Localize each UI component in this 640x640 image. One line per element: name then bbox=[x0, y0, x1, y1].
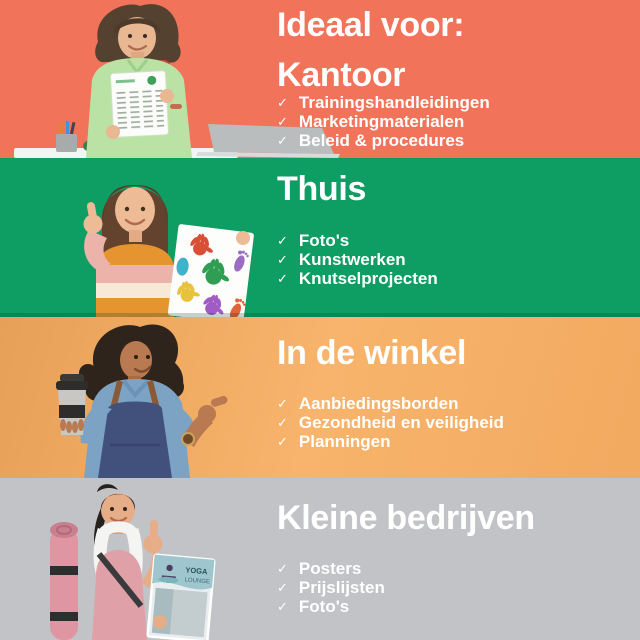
check-icon: ✓ bbox=[277, 271, 288, 286]
list-item-label: Kunstwerken bbox=[298, 250, 406, 269]
check-icon: ✓ bbox=[277, 95, 288, 110]
list-item-label: Foto's bbox=[298, 597, 350, 616]
list-item-label: Foto's bbox=[298, 231, 350, 250]
feature-list bbox=[277, 94, 490, 151]
list-item bbox=[277, 579, 535, 598]
list-item-label: Posters bbox=[298, 559, 362, 578]
check-icon: ✓ bbox=[277, 580, 288, 595]
poster-title-line2: LOUNGE bbox=[184, 577, 211, 586]
list-item bbox=[277, 560, 535, 579]
check-icon: ✓ bbox=[277, 233, 288, 248]
feature-list bbox=[277, 232, 438, 289]
check-icon: ✓ bbox=[277, 434, 288, 449]
list-item-label: Beleid & procedures bbox=[298, 131, 465, 150]
list-item bbox=[277, 251, 438, 270]
poster-title-line1: YOGA bbox=[185, 565, 208, 577]
list-item-label: Aanbiedingsborden bbox=[298, 394, 459, 413]
check-icon: ✓ bbox=[277, 599, 288, 614]
list-item-label: Knutselprojecten bbox=[298, 269, 438, 288]
list-item-label: Trainingshandleidingen bbox=[298, 93, 490, 112]
section-heading: Kleine bedrijven bbox=[277, 499, 535, 537]
check-icon: ✓ bbox=[277, 561, 288, 576]
list-item bbox=[277, 113, 490, 132]
list-item bbox=[277, 414, 504, 433]
list-item bbox=[277, 94, 490, 113]
list-item bbox=[277, 433, 504, 452]
section-bedrijven bbox=[0, 478, 640, 640]
list-item bbox=[277, 395, 504, 414]
section-winkel bbox=[0, 317, 640, 478]
list-item-label: Marketingmaterialen bbox=[298, 112, 465, 131]
check-icon: ✓ bbox=[277, 114, 288, 129]
section-heading: Kantoor bbox=[277, 56, 406, 94]
list-item bbox=[277, 270, 438, 289]
check-icon: ✓ bbox=[277, 396, 288, 411]
list-item bbox=[277, 132, 490, 151]
section-heading: Thuis bbox=[277, 170, 367, 208]
feature-list bbox=[277, 395, 504, 452]
list-item bbox=[277, 232, 438, 251]
section-kantoor bbox=[0, 0, 640, 158]
section-heading: In de winkel bbox=[277, 334, 467, 372]
check-icon: ✓ bbox=[277, 252, 288, 267]
page-title: Ideaal voor: bbox=[277, 6, 465, 44]
list-item-label: Planningen bbox=[298, 432, 391, 451]
check-icon: ✓ bbox=[277, 133, 288, 148]
section-thuis bbox=[0, 158, 640, 317]
list-item-label: Prijslijsten bbox=[298, 578, 385, 597]
list-item bbox=[277, 598, 535, 617]
list-item-label: Gezondheid en veiligheid bbox=[298, 413, 504, 432]
check-icon: ✓ bbox=[277, 415, 288, 430]
feature-list bbox=[277, 560, 535, 617]
